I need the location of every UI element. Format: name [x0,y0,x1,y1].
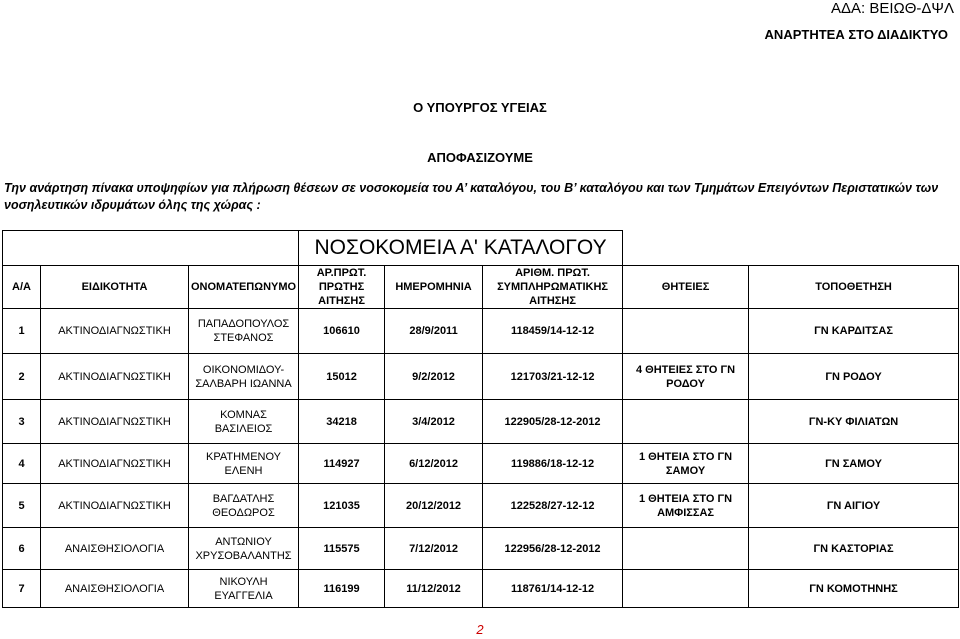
cell-date: 7/12/2012 [385,528,483,570]
cell-supp-no: 118761/14-12-12 [483,570,623,608]
cell-specialty: ΑΚΤΙΝΟΔΙΑΓΝΩΣΤΙΚΗ [41,444,189,484]
cell-positions: 1 ΘΗΤΕΙΑ ΣΤΟ ΓΝ ΑΜΦΙΣΣΑΣ [623,484,749,528]
cell-aa: 2 [3,354,41,400]
cell-name: ΚΡΑΤΗΜΕΝΟΥ ΕΛΕΝΗ [189,444,299,484]
group-title: ΝΟΣΟΚΟΜΕΙΑ Α' ΚΑΤΑΛΟΓΟΥ [299,231,623,266]
cell-placement: ΓΝ ΡΟΔΟΥ [749,354,959,400]
table-row [3,484,959,528]
cell-supp-no: 121703/21-12-12 [483,354,623,400]
cell-placement: ΓΝ ΑΙΓΙΟΥ [749,484,959,528]
cell-supp-no: 122528/27-12-12 [483,484,623,528]
cell-name: ΝΙΚΟΥΛΗ ΕΥΑΓΓΕΛΙΑ [189,570,299,608]
cell-app-no: 34218 [299,400,385,444]
table-row [3,444,959,484]
posting-notice: ΑΝΑΡΤΗΤΕΑ ΣΤΟ ΔΙΑΔΙΚΤΥΟ [764,27,948,42]
cell-placement: ΓΝ ΣΑΜΟΥ [749,444,959,484]
cell-app-no: 121035 [299,484,385,528]
cell-specialty: ΑΚΤΙΝΟΔΙΑΓΝΩΣΤΙΚΗ [41,309,189,354]
cell-positions [623,570,749,608]
cell-positions [623,400,749,444]
header-name: ΟΝΟΜΑΤΕΠΩΝΥΜΟ [189,266,299,309]
header-placement: ΤΟΠΟΘΕΤΗΣΗ [749,266,959,309]
cell-name: ΒΑΓΔΑΤΛΗΣ ΘΕΟΔΩΡΟΣ [189,484,299,528]
table-row [3,354,959,400]
cell-app-no: 106610 [299,309,385,354]
cell-positions: 4 ΘΗΤΕΙΕΣ ΣΤΟ ΓΝ ΡΟΔΟΥ [623,354,749,400]
cell-aa: 3 [3,400,41,444]
decision-heading: ΑΠΟΦΑΣΙΖΟΥΜΕ [427,150,533,165]
cell-app-no: 15012 [299,354,385,400]
cell-aa: 4 [3,444,41,484]
cell-name: ΑΝΤΩΝΙΟΥ ΧΡΥΣΟΒΑΛΑΝΤΗΣ [189,528,299,570]
intro-paragraph: Την ανάρτηση πίνακα υποψηφίων για πλήρωση θέσεων σε νοσοκομεία του Α’ καταλόγου, του Β’ καταλόγου και των Τμημάτων Επειγόντων Περιστατικών των νοσηλευτικών ιδρυμάτων όλης της χώρας : [4,181,939,212]
cell-aa: 6 [3,528,41,570]
header-specialty: ΕΙΔΙΚΟΤΗΤΑ [41,266,189,309]
group-title-row [3,231,959,266]
cell-app-no: 116199 [299,570,385,608]
cell-date: 28/9/2011 [385,309,483,354]
cell-app-no: 115575 [299,528,385,570]
cell-date: 11/12/2012 [385,570,483,608]
cell-date: 6/12/2012 [385,444,483,484]
cell-specialty: ΑΝΑΙΣΘΗΣΙΟΛΟΓΙΑ [41,570,189,608]
cell-date: 3/4/2012 [385,400,483,444]
header-app-no: ΑΡ.ΠΡΩΤ. ΠΡΩΤΗΣ ΑΙΤΗΣΗΣ [299,266,385,309]
cell-supp-no: 122956/28-12-2012 [483,528,623,570]
table-row [3,570,959,608]
minister-title: Ο ΥΠΟΥΡΓΟΣ ΥΓΕΙΑΣ [413,100,547,115]
cell-specialty: ΑΚΤΙΝΟΔΙΑΓΝΩΣΤΙΚΗ [41,400,189,444]
header-positions: ΘΗΤΕΙΕΣ [623,266,749,309]
cell-name: ΟΙΚΟΝΟΜΙΔΟΥ-ΣΑΛΒΑΡΗ ΙΩΑΝΝΑ [189,354,299,400]
cell-placement: ΓΝ ΚΑΡΔΙΤΣΑΣ [749,309,959,354]
header-aa: Α/Α [3,266,41,309]
candidates-table [2,230,959,608]
cell-date: 20/12/2012 [385,484,483,528]
cell-name: ΠΑΠΑΔΟΠΟΥΛΟΣ ΣΤΕΦΑΝΟΣ [189,309,299,354]
cell-supp-no: 119886/18-12-12 [483,444,623,484]
page-number: 2 [476,622,484,637]
cell-aa: 7 [3,570,41,608]
header-supp-no: ΑΡΙΘΜ. ΠΡΩΤ. ΣΥΜΠΛΗΡΩΜΑΤΙΚΗΣ ΑΙΤΗΣΗΣ [483,266,623,309]
table-row [3,528,959,570]
table-row [3,309,959,354]
cell-positions [623,309,749,354]
ada-code: ΑΔΑ: ΒΕΙΩΘ-ΔΨΛ [831,0,954,17]
cell-date: 9/2/2012 [385,354,483,400]
cell-app-no: 114927 [299,444,385,484]
cell-specialty: ΑΚΤΙΝΟΔΙΑΓΝΩΣΤΙΚΗ [41,354,189,400]
header-date: ΗΜΕΡΟΜΗΝΙΑ [385,266,483,309]
cell-aa: 1 [3,309,41,354]
table-row [3,400,959,444]
cell-placement: ΓΝ-ΚΥ ΦΙΛΙΑΤΩΝ [749,400,959,444]
cell-aa: 5 [3,484,41,528]
cell-supp-no: 118459/14-12-12 [483,309,623,354]
cell-specialty: ΑΚΤΙΝΟΔΙΑΓΝΩΣΤΙΚΗ [41,484,189,528]
cell-positions [623,528,749,570]
cell-supp-no: 122905/28-12-2012 [483,400,623,444]
cell-name: ΚΟΜΝΑΣ ΒΑΣΙΛΕΙΟΣ [189,400,299,444]
cell-placement: ΓΝ ΚΑΣΤΟΡΙΑΣ [749,528,959,570]
cell-positions: 1 ΘΗΤΕΙΑ ΣΤΟ ΓΝ ΣΑΜΟΥ [623,444,749,484]
header-row [3,266,959,309]
cell-specialty: ΑΝΑΙΣΘΗΣΙΟΛΟΓΙΑ [41,528,189,570]
cell-placement: ΓΝ ΚΟΜΟΤΗΝΗΣ [749,570,959,608]
